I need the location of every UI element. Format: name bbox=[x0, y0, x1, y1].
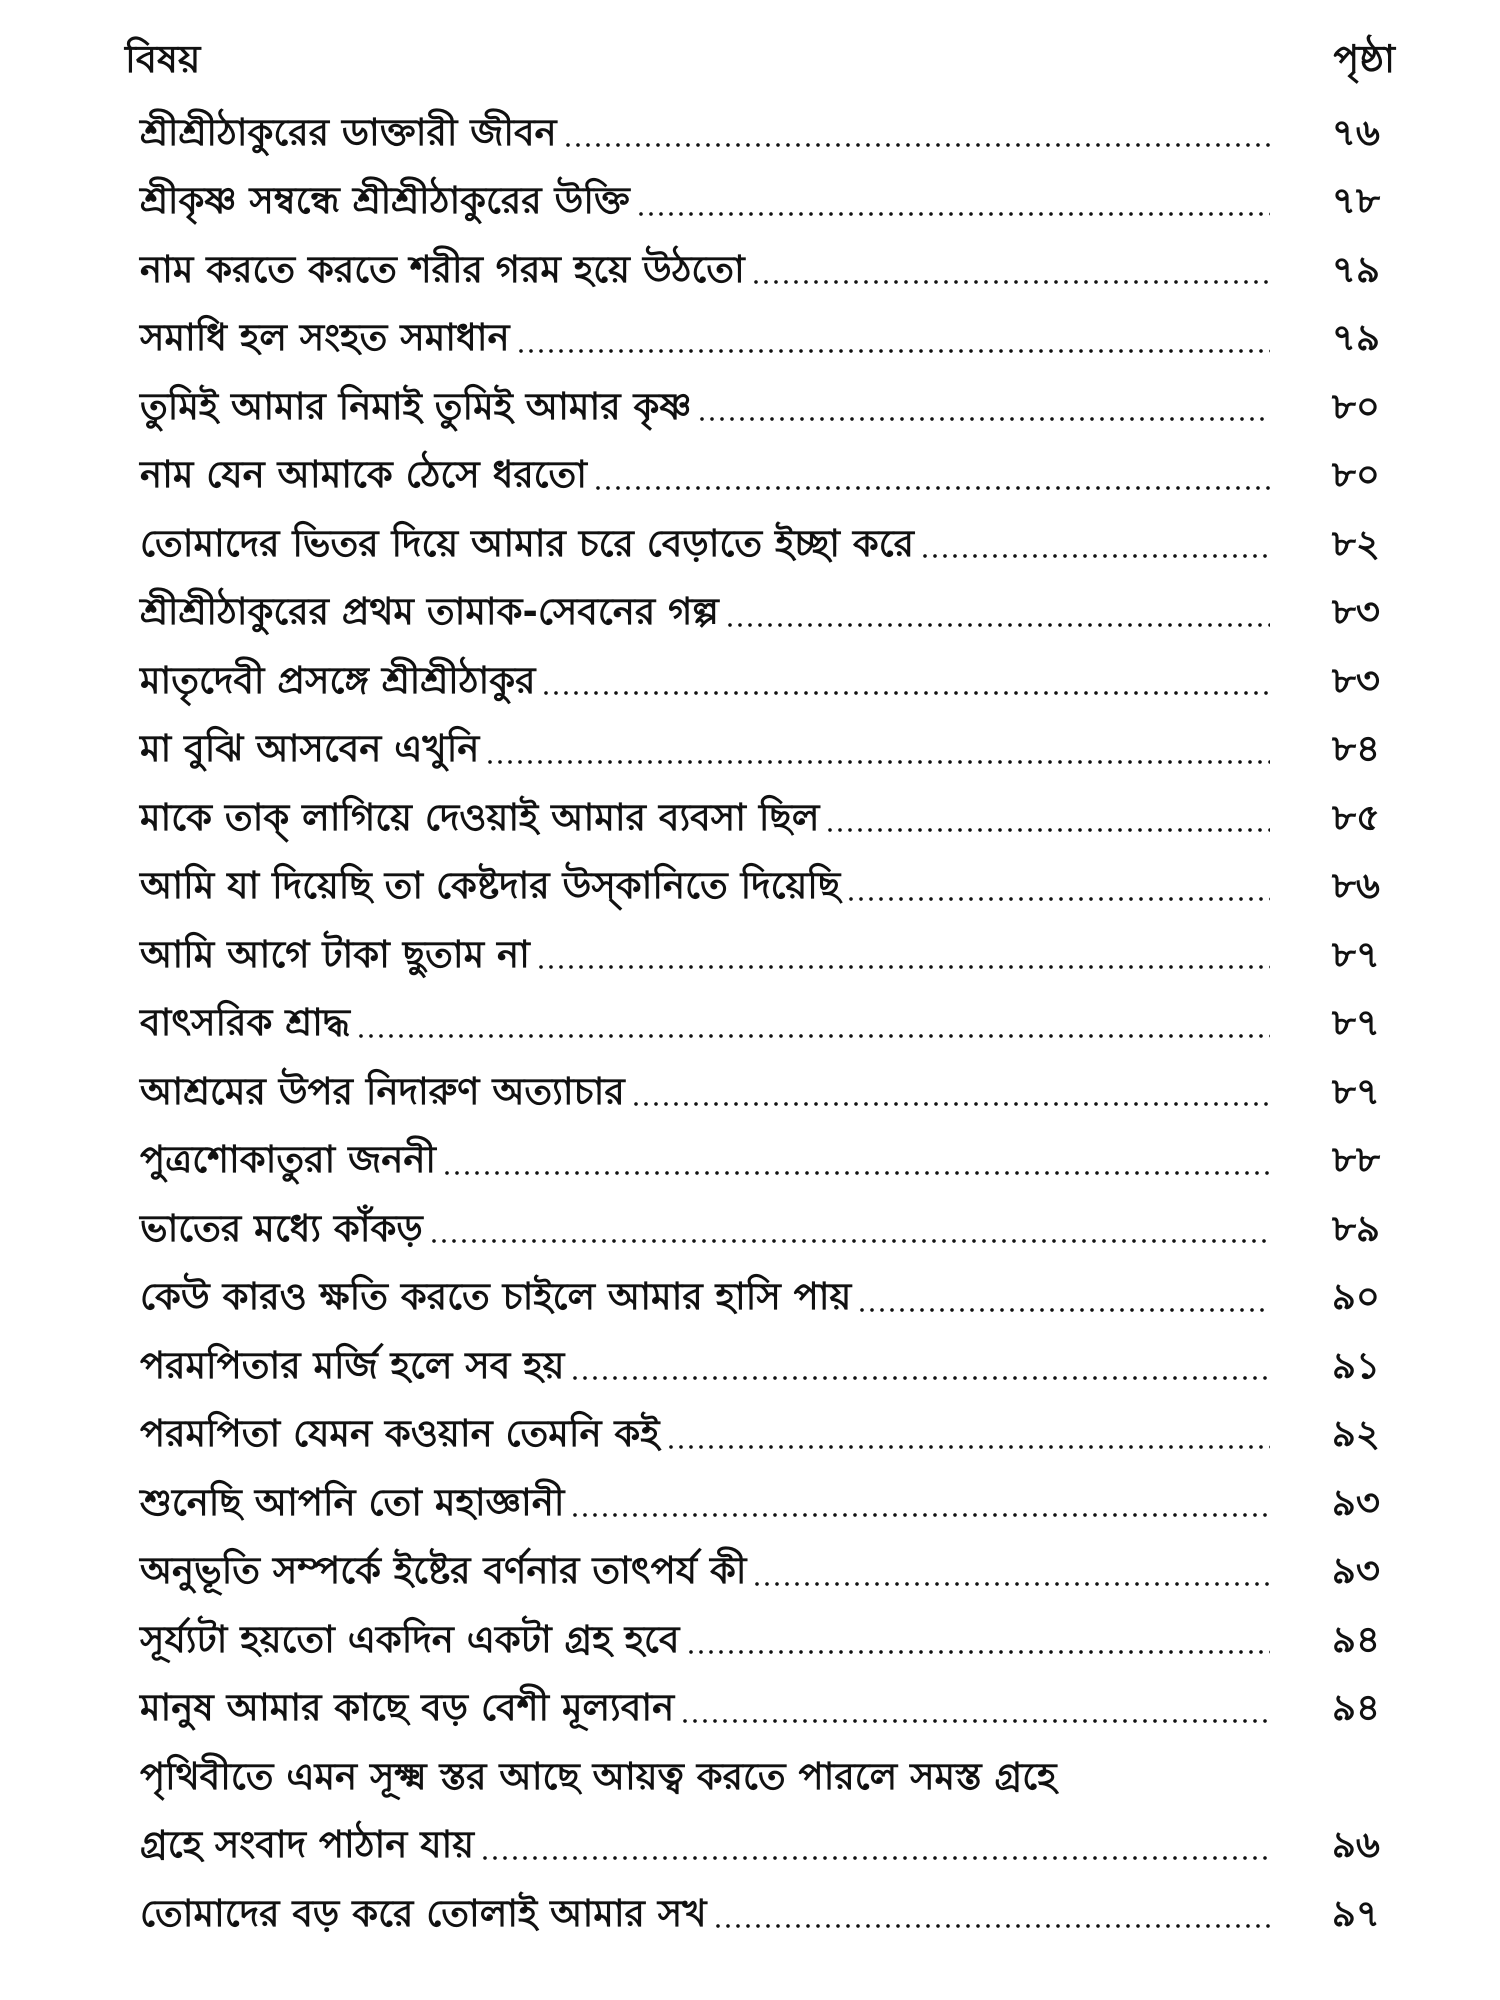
contents-header bbox=[125, 30, 1395, 90]
contents-entry bbox=[140, 1539, 1380, 1608]
entry-title: পরমপিতার মর্জি হলে সব হয় bbox=[140, 1343, 565, 1387]
dot-leader bbox=[480, 1855, 1270, 1861]
contents-entry bbox=[140, 1676, 1380, 1745]
contents-entry bbox=[140, 1128, 1380, 1197]
contents-entry bbox=[140, 511, 1380, 580]
entry-title: পুত্রশোকাতুরা জননী bbox=[140, 1138, 436, 1182]
entry-page: ৮২ bbox=[1331, 521, 1380, 565]
entry-page: ৮৭ bbox=[1331, 932, 1380, 976]
entry-title: মা বুঝি আসবেন এখুনি bbox=[140, 727, 480, 771]
entry-title: বাৎসরিক শ্রাদ্ধ bbox=[140, 1001, 351, 1045]
contents-entry bbox=[140, 1333, 1380, 1402]
dot-leader bbox=[570, 1375, 1270, 1381]
dot-leader bbox=[356, 1033, 1270, 1039]
contents-entry-wrapped-line2 bbox=[140, 1813, 1380, 1882]
contents-entry bbox=[140, 1470, 1380, 1539]
dot-leader bbox=[920, 553, 1270, 559]
contents-entry bbox=[140, 237, 1380, 306]
entry-page: ৮৪ bbox=[1331, 727, 1380, 771]
entry-title: শ্রীকৃষ্ণ সম্বন্ধে শ্রীশ্রীঠাকুরের উক্তি bbox=[140, 179, 630, 223]
entry-title: মানুষ আমার কাছে বড় বেশী মূল্যবান bbox=[140, 1686, 675, 1730]
contents-entry-last bbox=[140, 1881, 1380, 1950]
contents-entry bbox=[140, 648, 1380, 717]
entry-page: ৯৩ bbox=[1331, 1549, 1380, 1593]
dot-leader bbox=[516, 348, 1270, 354]
dot-leader bbox=[593, 485, 1270, 491]
entry-title: মাকে তাক্ লাগিয়ে দেওয়াই আমার ব্যবসা ছিল bbox=[140, 795, 820, 839]
contents-entry-wrapped-line1 bbox=[140, 1744, 1380, 1813]
entry-page: ৮০ bbox=[1331, 453, 1380, 497]
entry-title: আশ্রমের উপর নিদারুণ অত্যাচার bbox=[140, 1069, 625, 1113]
entry-title: অনুভূতি সম্পর্কে ইষ্টের বর্ণনার তাৎপর্য কী bbox=[140, 1549, 747, 1593]
dot-leader bbox=[752, 1581, 1270, 1587]
entry-title: শ্রীশ্রীঠাকুরের প্রথম তামাক-সেবনের গল্প bbox=[140, 590, 719, 634]
entry-page: ৮৯ bbox=[1331, 1206, 1380, 1250]
entry-title: কেউ কারও ক্ষতি করতে চাইলে আমার হাসি পায় bbox=[140, 1275, 852, 1319]
contents-entry bbox=[140, 1402, 1380, 1471]
dot-leader bbox=[570, 1512, 1270, 1518]
entry-title: শ্রীশ্রীঠাকুরের ডাক্তারী জীবন bbox=[140, 110, 557, 154]
contents-entry bbox=[140, 991, 1380, 1060]
page-heading: পৃষ্ঠা bbox=[1333, 37, 1395, 81]
dot-leader bbox=[751, 279, 1270, 285]
contents-entry bbox=[140, 1265, 1380, 1334]
contents-entry bbox=[140, 443, 1380, 512]
subject-heading: বিষয় bbox=[125, 37, 201, 81]
dot-leader bbox=[846, 896, 1270, 902]
entry-page: ৮৭ bbox=[1331, 1001, 1380, 1045]
dot-leader bbox=[536, 964, 1270, 970]
contents-entry bbox=[140, 580, 1380, 649]
entry-page: ৮৮ bbox=[1331, 1138, 1380, 1182]
contents-entry bbox=[140, 785, 1380, 854]
entry-title-line2: গ্রহে সংবাদ পাঠান যায় bbox=[140, 1823, 475, 1867]
dot-leader bbox=[631, 1101, 1270, 1107]
dot-leader bbox=[680, 1718, 1270, 1724]
entry-page: ৮৩ bbox=[1331, 590, 1380, 634]
entry-page: ৭৬ bbox=[1331, 110, 1380, 154]
entry-title: শুনেছি আপনি তো মহাজ্ঞানী bbox=[140, 1480, 565, 1524]
entry-page: ৯৪ bbox=[1331, 1617, 1380, 1661]
entry-title: নাম করতে করতে শরীর গরম হয়ে উঠতো bbox=[140, 247, 745, 291]
dot-leader bbox=[857, 1307, 1270, 1313]
dot-leader bbox=[825, 827, 1270, 833]
entry-page: ৭৯ bbox=[1331, 247, 1380, 291]
entry-page: ৮০ bbox=[1331, 384, 1380, 428]
entry-page: ৭৯ bbox=[1331, 316, 1380, 360]
entry-page: ৭৮ bbox=[1331, 179, 1380, 223]
entry-page: ৯৪ bbox=[1331, 1686, 1380, 1730]
entry-title: সমাধি হল সংহত সমাধান bbox=[140, 316, 510, 360]
dot-leader bbox=[485, 759, 1270, 765]
contents-entry bbox=[140, 922, 1380, 991]
entry-page: ৮৭ bbox=[1331, 1069, 1380, 1113]
dot-leader bbox=[563, 142, 1270, 148]
contents-entry bbox=[140, 306, 1380, 375]
entry-page: ৯০ bbox=[1331, 1275, 1380, 1319]
dot-leader bbox=[541, 690, 1270, 696]
entry-page: ৮৩ bbox=[1331, 658, 1380, 702]
entry-page: ৯২ bbox=[1331, 1412, 1380, 1456]
dot-leader bbox=[697, 416, 1270, 422]
entry-title-line1: পৃথিবীতে এমন সূক্ষ্ম স্তর আছে আয়ত্ব করতে পারলে সমস্ত গ্রহে bbox=[140, 1754, 1057, 1798]
contents-entry bbox=[140, 1059, 1380, 1128]
entry-title: আমি যা দিয়েছি তা কেষ্টদার উস্‌কানিতে দিয়েছি bbox=[140, 864, 841, 908]
entry-title: তোমাদের বড় করে তোলাই আমার সখ bbox=[140, 1891, 707, 1935]
dot-leader bbox=[713, 1923, 1270, 1929]
contents-entry bbox=[140, 1607, 1380, 1676]
entry-page: ৯৭ bbox=[1331, 1891, 1380, 1935]
entry-page: ৮৫ bbox=[1331, 795, 1380, 839]
entry-title: আমি আগে টাকা ছুতাম না bbox=[140, 932, 530, 976]
entry-title: তুমিই আমার নিমাই তুমিই আমার কৃষ্ণ bbox=[140, 384, 692, 428]
entry-title: সূর্য্যটা হয়তো একদিন একটা গ্রহ হবে bbox=[140, 1617, 680, 1661]
entry-title: ভাতের মধ্যে কাঁকড় bbox=[140, 1206, 423, 1250]
dot-leader bbox=[442, 1170, 1270, 1176]
dot-leader bbox=[636, 211, 1270, 217]
contents-entry bbox=[140, 374, 1380, 443]
contents-entry bbox=[140, 169, 1380, 238]
contents-entry bbox=[140, 100, 1380, 169]
contents-list bbox=[140, 100, 1380, 1950]
entry-page: ৯৩ bbox=[1331, 1480, 1380, 1524]
contents-entry bbox=[140, 854, 1380, 923]
contents-entry bbox=[140, 1196, 1380, 1265]
dot-leader bbox=[725, 622, 1270, 628]
entry-title: মাতৃদেবী প্রসঙ্গে শ্রীশ্রীঠাকুর bbox=[140, 658, 536, 702]
entry-page: ৯৬ bbox=[1331, 1823, 1380, 1867]
entry-page: ৮৬ bbox=[1331, 864, 1380, 908]
entry-title: পরমপিতা যেমন কওয়ান তেমনি কই bbox=[140, 1412, 660, 1456]
dot-leader bbox=[429, 1238, 1270, 1244]
dot-leader bbox=[686, 1649, 1271, 1655]
dot-leader bbox=[666, 1444, 1270, 1450]
entry-title: তোমাদের ভিতর দিয়ে আমার চরে বেড়াতে ইচ্ছা করে bbox=[140, 521, 915, 565]
entry-title: নাম যেন আমাকে ঠেসে ধরতো bbox=[140, 453, 588, 497]
entry-page: ৯১ bbox=[1331, 1343, 1380, 1387]
contents-entry bbox=[140, 717, 1380, 786]
